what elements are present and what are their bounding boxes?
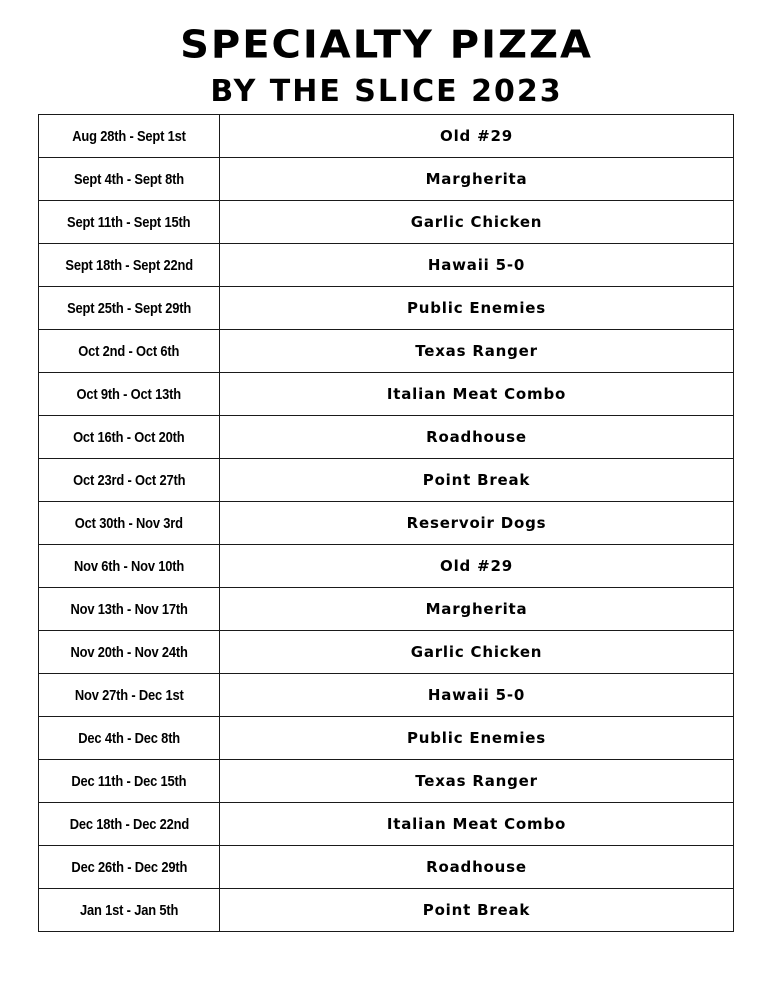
pizza-name-cell: Margherita: [220, 158, 734, 201]
schedule-body: [39, 115, 734, 932]
week-cell: [39, 201, 220, 244]
week-cell: [39, 330, 220, 373]
week-cell: [39, 631, 220, 674]
table-row: [39, 846, 734, 889]
table-row: [39, 760, 734, 803]
week-label: Nov 6th - Nov 10th: [73, 557, 185, 575]
pizza-name-cell: Texas Ranger: [220, 760, 734, 803]
table-row: [39, 459, 734, 502]
week-label: Oct 2nd - Oct 6th: [78, 342, 180, 360]
week-label: Nov 20th - Nov 24th: [70, 643, 188, 661]
week-label: Oct 16th - Oct 20th: [73, 428, 185, 446]
week-cell: [39, 846, 220, 889]
pizza-name-cell: Roadhouse: [220, 416, 734, 459]
week-label: Sept 11th - Sept 15th: [67, 213, 191, 231]
schedule-table: [38, 114, 734, 932]
pizza-name-cell: Public Enemies: [220, 287, 734, 330]
pizza-name-cell: Hawaii 5-0: [220, 244, 734, 287]
pizza-name-cell: Hawaii 5-0: [220, 674, 734, 717]
week-label: Oct 30th - Nov 3rd: [74, 514, 184, 532]
table-row: [39, 201, 734, 244]
table-row: [39, 889, 734, 932]
week-cell: [39, 158, 220, 201]
week-label: Nov 27th - Dec 1st: [74, 686, 184, 704]
week-cell: [39, 760, 220, 803]
week-label: Dec 11th - Dec 15th: [71, 772, 187, 790]
pizza-name-cell: Point Break: [220, 459, 734, 502]
week-label: Oct 9th - Oct 13th: [76, 385, 182, 403]
table-row: [39, 287, 734, 330]
week-cell: [39, 244, 220, 287]
week-cell: [39, 416, 220, 459]
week-label: Nov 13th - Nov 17th: [70, 600, 188, 618]
week-cell: [39, 287, 220, 330]
table-row: [39, 244, 734, 287]
pizza-name-cell: Italian Meat Combo: [220, 803, 734, 846]
pizza-name-cell: Public Enemies: [220, 717, 734, 760]
week-label: Oct 23rd - Oct 27th: [72, 471, 186, 489]
pizza-name-cell: Reservoir Dogs: [220, 502, 734, 545]
table-row: [39, 803, 734, 846]
week-label: Sept 18th - Sept 22nd: [65, 256, 193, 274]
week-cell: [39, 115, 220, 158]
week-label: Dec 26th - Dec 29th: [71, 858, 187, 876]
page-subtitle: BY THE SLICE 2023: [210, 74, 563, 109]
pizza-name-cell: Old #29: [220, 115, 734, 158]
week-cell: [39, 889, 220, 932]
week-label: Sept 4th - Sept 8th: [74, 170, 184, 188]
table-row: [39, 115, 734, 158]
pizza-name-cell: Italian Meat Combo: [220, 373, 734, 416]
pizza-name-cell: Point Break: [220, 889, 734, 932]
week-cell: [39, 717, 220, 760]
table-row: [39, 631, 734, 674]
week-cell: [39, 459, 220, 502]
week-cell: [39, 588, 220, 631]
week-cell: [39, 803, 220, 846]
table-row: [39, 717, 734, 760]
week-label: Sept 25th - Sept 29th: [66, 299, 191, 317]
week-cell: [39, 674, 220, 717]
table-row: [39, 674, 734, 717]
week-label: Aug 28th - Sept 1st: [72, 127, 186, 145]
page-title: SPECIALTY PIZZA: [180, 23, 593, 67]
table-row: [39, 158, 734, 201]
table-row: [39, 330, 734, 373]
week-cell: [39, 502, 220, 545]
week-cell: [39, 545, 220, 588]
week-label: Dec 18th - Dec 22nd: [69, 815, 189, 833]
pizza-name-cell: Garlic Chicken: [220, 201, 734, 244]
pizza-name-cell: Texas Ranger: [220, 330, 734, 373]
table-row: [39, 502, 734, 545]
week-label: Dec 4th - Dec 8th: [78, 729, 180, 747]
table-row: [39, 588, 734, 631]
pizza-name-cell: Roadhouse: [220, 846, 734, 889]
table-row: [39, 373, 734, 416]
week-label: Jan 1st - Jan 5th: [79, 901, 179, 919]
pizza-name-cell: Garlic Chicken: [220, 631, 734, 674]
pizza-name-cell: Margherita: [220, 588, 734, 631]
week-cell: [39, 373, 220, 416]
pizza-name-cell: Old #29: [220, 545, 734, 588]
table-row: [39, 545, 734, 588]
table-row: [39, 416, 734, 459]
